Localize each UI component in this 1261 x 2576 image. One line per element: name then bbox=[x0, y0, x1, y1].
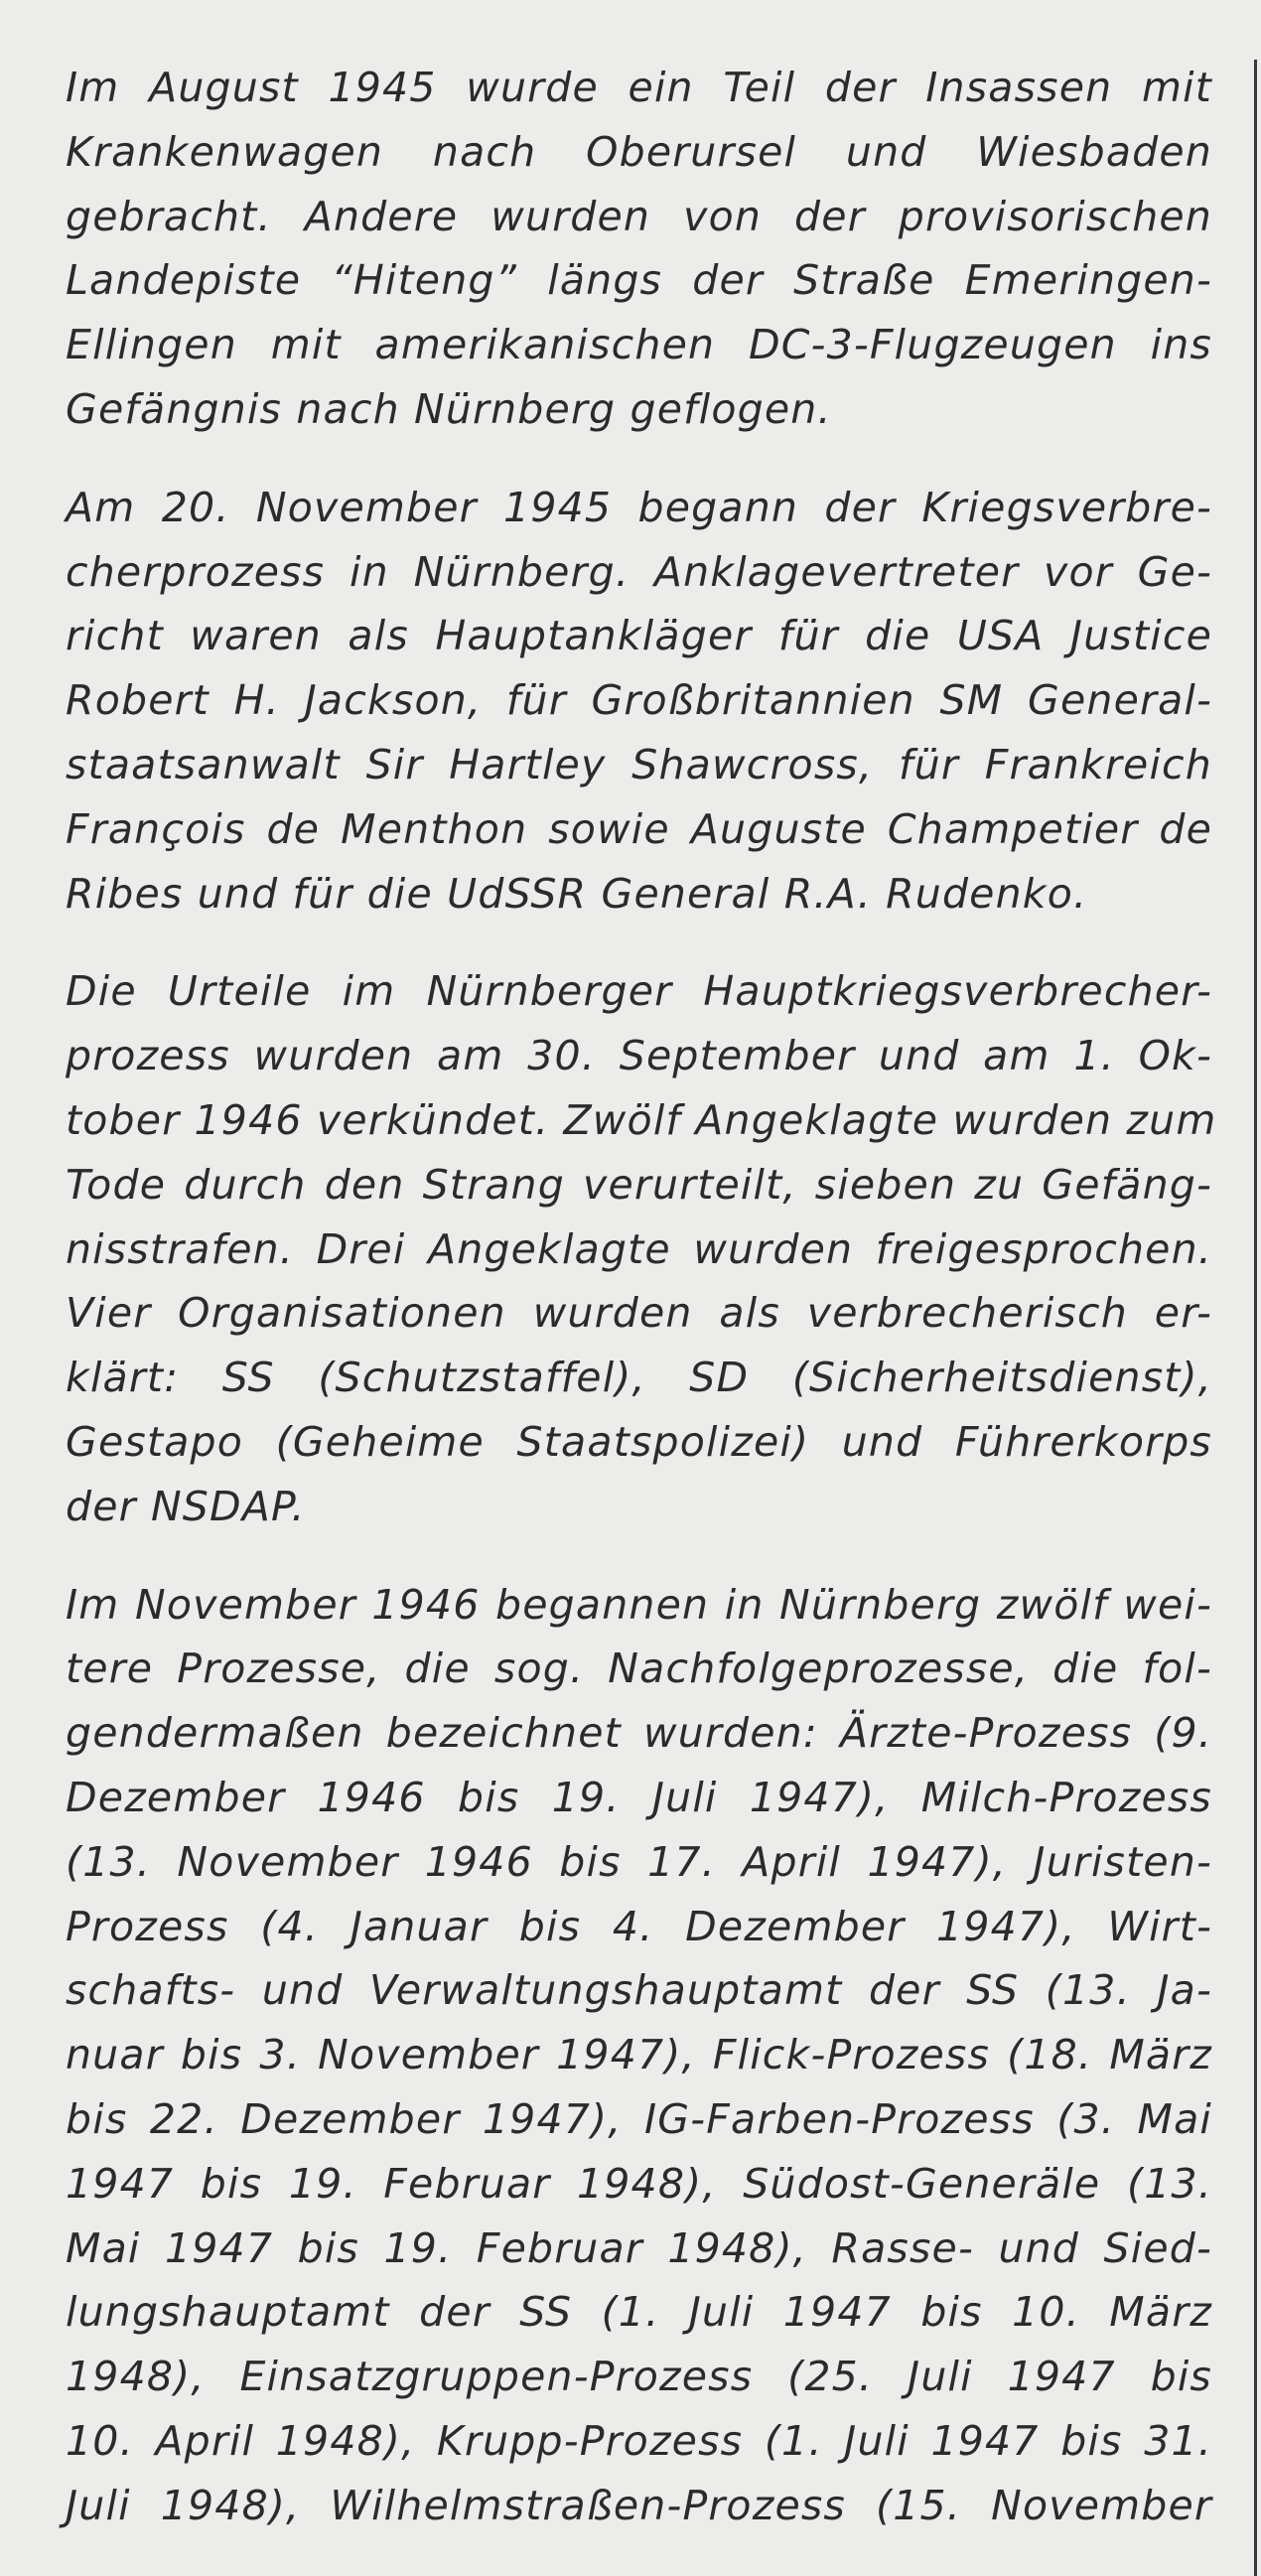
text-line: François de Menthon sowie Auguste Champetier de bbox=[66, 804, 1212, 853]
text-line: Krankenwagen nach Oberursel und Wiesbaden bbox=[66, 127, 1212, 176]
text-line: Tode durch den Strang verurteilt, sieben zu Gefäng- bbox=[66, 1160, 1212, 1209]
text-line: der NSDAP. bbox=[66, 1482, 306, 1530]
text-line: Vier Organisationen wurden als verbrecherisch er- bbox=[66, 1289, 1212, 1338]
text-line: nuar bis 3. November 1947), Flick-Prozess (18. März bbox=[66, 2031, 1212, 2079]
text-line: Ellingen mit amerikanischen DC-3-Flugzeugen ins bbox=[66, 321, 1212, 369]
text-line: Gefängnis nach Nürnberg geflogen. bbox=[66, 384, 832, 433]
text-line: 1948), Einsatzgruppen-Prozess (25. Juli 1947 bis bbox=[66, 2353, 1212, 2401]
paragraph-2 bbox=[66, 476, 1212, 927]
text-line: lungshauptamt der SS (1. Juli 1947 bis 10. März bbox=[66, 2288, 1212, 2337]
paragraph-3 bbox=[66, 959, 1217, 1538]
text-line: (13. November 1946 bis 17. April 1947), Juristen- bbox=[66, 1837, 1212, 1886]
text-line: Robert H. Jackson, für Großbritannien SM General- bbox=[66, 676, 1212, 725]
text-line: cherprozess in Nürnberg. Anklagevertreter vor Ge- bbox=[66, 547, 1212, 596]
text-line: richt waren als Hauptankläger für die USA Justice bbox=[66, 612, 1212, 660]
text-line: Ribes und für die UdSSR General R.A. Rudenko. bbox=[66, 869, 1088, 918]
text-line: Dezember 1946 bis 19. Juli 1947), Milch-Prozess bbox=[66, 1773, 1212, 1821]
text-line: Juli 1948), Wilhelmstraßen-Prozess (15. November bbox=[66, 2481, 1212, 2529]
paragraph-1 bbox=[66, 56, 1212, 442]
text-line: Im November 1946 begannen in Nürnberg zwölf wei- bbox=[66, 1580, 1212, 1629]
text-line: Gestapo (Geheime Staatspolizei) und Führerkorps bbox=[66, 1417, 1212, 1466]
text-line: tober 1946 verkündet. Zwölf Angeklagte wurden zum bbox=[66, 1095, 1217, 1144]
text-line: 1947 bis 19. Februar 1948), Südost-Generäle (13. bbox=[66, 2159, 1212, 2208]
right-margin-rule bbox=[1254, 60, 1257, 2576]
paragraph-4 bbox=[66, 1573, 1212, 2538]
text-line: staatsanwalt Sir Hartley Shawcross, für Frankreich bbox=[66, 740, 1212, 788]
text-line: Landepiste “Hiteng” längs der Straße Emeringen- bbox=[66, 256, 1212, 305]
text-line: bis 22. Dezember 1947), IG-Farben-Prozess (3. Mai bbox=[66, 2094, 1212, 2143]
text-line: gebracht. Andere wurden von der provisorischen bbox=[66, 192, 1212, 240]
text-line: nisstrafen. Drei Angeklagte wurden freigesprochen. bbox=[66, 1224, 1212, 1273]
text-line: Prozess (4. Januar bis 4. Dezember 1947), Wirt- bbox=[66, 1902, 1212, 1950]
text-line: prozess wurden am 30. September und am 1. Ok- bbox=[66, 1032, 1212, 1080]
text-line: Am 20. November 1945 begann der Kriegsverbre- bbox=[66, 483, 1212, 531]
text-line: Die Urteile im Nürnberger Hauptkriegsverbrecher- bbox=[66, 967, 1212, 1016]
text-line: 10. April 1948), Krupp-Prozess (1. Juli 1947 bis 31. bbox=[66, 2416, 1212, 2465]
text-column bbox=[66, 56, 1217, 2537]
text-line: Im August 1945 wurde ein Teil der Insassen mit bbox=[66, 64, 1212, 111]
text-line: gendermaßen bezeichnet wurden: Ärzte-Prozess (9. bbox=[66, 1709, 1212, 1758]
text-line: klärt: SS (Schutzstaffel), SD (Sicherheitsdienst), bbox=[66, 1354, 1212, 1402]
text-line: schafts- und Verwaltungshauptamt der SS (13. Ja- bbox=[66, 1966, 1212, 2015]
text-line: tere Prozesse, die sog. Nachfolgeprozesse, die fol- bbox=[66, 1645, 1212, 1693]
text-line: Mai 1947 bis 19. Februar 1948), Rasse- und Sied- bbox=[66, 2223, 1212, 2272]
